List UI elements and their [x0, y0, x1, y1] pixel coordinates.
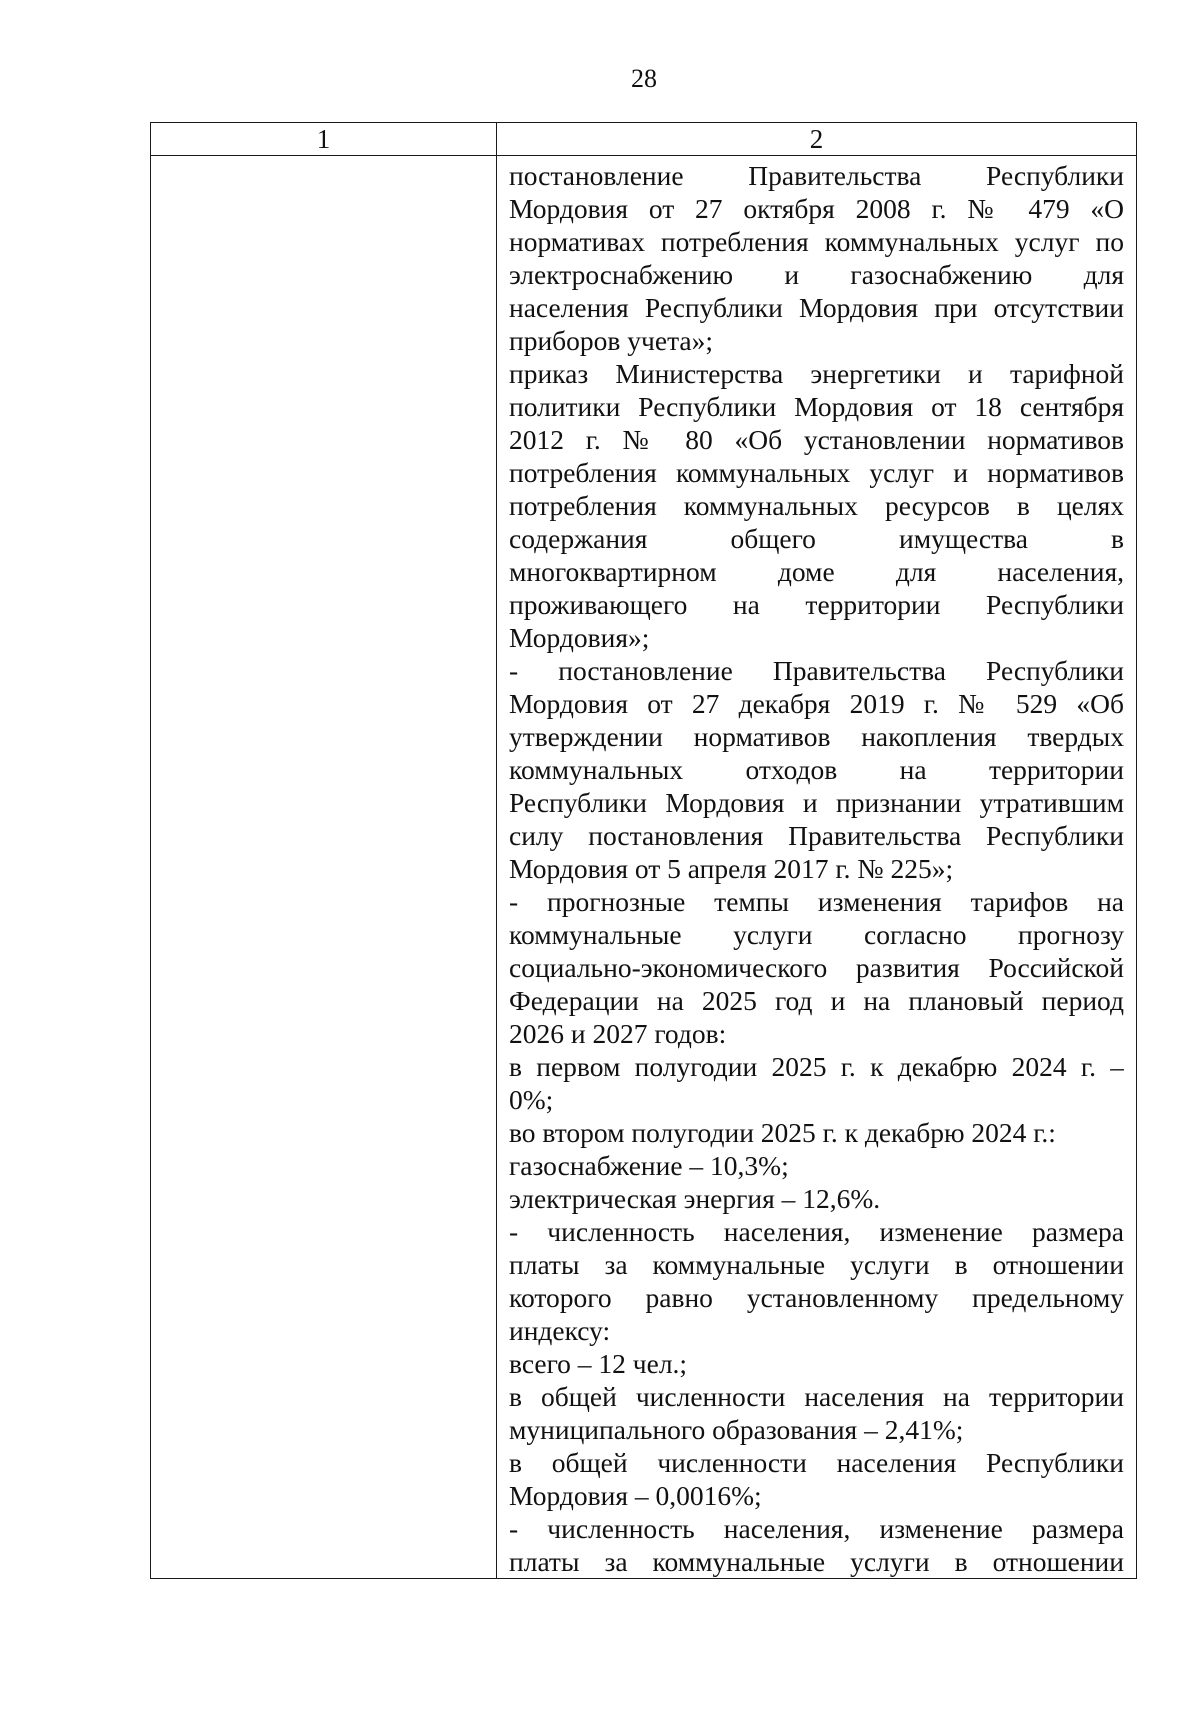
- text-line: в первом полугодии 2025 г. к декабрю 2024 г. –: [509, 1051, 1124, 1082]
- text-line: в общей численности населения на территории: [509, 1381, 1124, 1412]
- text-line: которого равно установленному предельному: [509, 1282, 1124, 1313]
- text-line: 0%;: [509, 1084, 554, 1115]
- text-line: утверждении нормативов накопления твердых: [509, 721, 1124, 752]
- text-line: Федерации на 2025 год и на плановый период: [509, 985, 1124, 1016]
- text-line: Мордовия»;: [509, 622, 650, 653]
- text-line: в общей численности населения Республики: [509, 1447, 1124, 1478]
- text-line: электроснабжению и газоснабжению для: [509, 259, 1124, 290]
- text-line: во втором полугодии 2025 г. к декабрю 2024 г.:: [509, 1117, 1056, 1148]
- text-line: индексу:: [509, 1315, 611, 1346]
- text-line: нормативах потребления коммунальных услуг по: [509, 226, 1124, 257]
- text-line: платы за коммунальные услуги в отношении: [509, 1546, 1124, 1577]
- text-line: населения Республики Мордовия при отсутствии: [509, 292, 1124, 323]
- text-line: содержания общего имущества в: [509, 523, 1124, 554]
- text-line: приказ Министерства энергетики и тарифной: [509, 358, 1124, 389]
- text-line: - численность населения, изменение размера: [509, 1513, 1124, 1544]
- text-line: Мордовия от 27 октября 2008 г. № 479 «О: [509, 193, 1124, 224]
- text-line: постановление Правительства Республики: [509, 160, 1124, 191]
- text-line: Мордовия от 5 апреля 2017 г. № 225»;: [509, 853, 954, 884]
- table-body-row: [151, 156, 1137, 1579]
- text-line: - численность населения, изменение размера: [509, 1216, 1124, 1247]
- column-header-1: 1: [151, 123, 497, 156]
- text-line: социально-экономического развития Российской: [509, 952, 1124, 983]
- text-line: Мордовия от 27 декабря 2019 г. № 529 «Об: [509, 688, 1124, 719]
- document-table: [150, 122, 1137, 1579]
- text-line: политики Республики Мордовия от 18 сентября: [509, 391, 1124, 422]
- text-line: платы за коммунальные услуги в отношении: [509, 1249, 1124, 1280]
- text-line: 2012 г. № 80 «Об установлении нормативов: [509, 424, 1124, 455]
- column-2-cell: [497, 156, 1137, 1579]
- text-line: потребления коммунальных услуг и нормативов: [509, 457, 1124, 488]
- text-line: коммунальных отходов на территории: [509, 754, 1124, 785]
- text-line: всего – 12 чел.;: [509, 1348, 688, 1379]
- column-1-cell: [151, 156, 497, 1579]
- text-line: - постановление Правительства Республики: [509, 655, 1124, 686]
- page-number: 28: [631, 64, 657, 93]
- text-line: потребления коммунальных ресурсов в целях: [509, 490, 1124, 521]
- text-line: 2026 и 2027 годов:: [509, 1018, 727, 1049]
- text-line: - прогнозные темпы изменения тарифов на: [509, 886, 1124, 917]
- text-line: муниципального образования – 2,41%;: [509, 1414, 964, 1445]
- column-header-2: 2: [497, 123, 1137, 156]
- text-line: проживающего на территории Республики: [509, 589, 1124, 620]
- column-2-text: [509, 159, 1124, 1578]
- text-line: приборов учета»;: [509, 325, 714, 356]
- text-line: газоснабжение – 10,3%;: [509, 1150, 789, 1181]
- text-line: Мордовия – 0,0016%;: [509, 1480, 762, 1511]
- text-line: силу постановления Правительства Республики: [509, 820, 1124, 851]
- table-header-row: [151, 123, 1137, 156]
- text-line: коммунальные услуги согласно прогнозу: [509, 919, 1124, 950]
- text-line: электрическая энергия – 12,6%.: [509, 1183, 881, 1214]
- text-line: многоквартирном доме для населения,: [509, 556, 1124, 587]
- text-line: Республики Мордовия и признании утратившим: [509, 787, 1124, 818]
